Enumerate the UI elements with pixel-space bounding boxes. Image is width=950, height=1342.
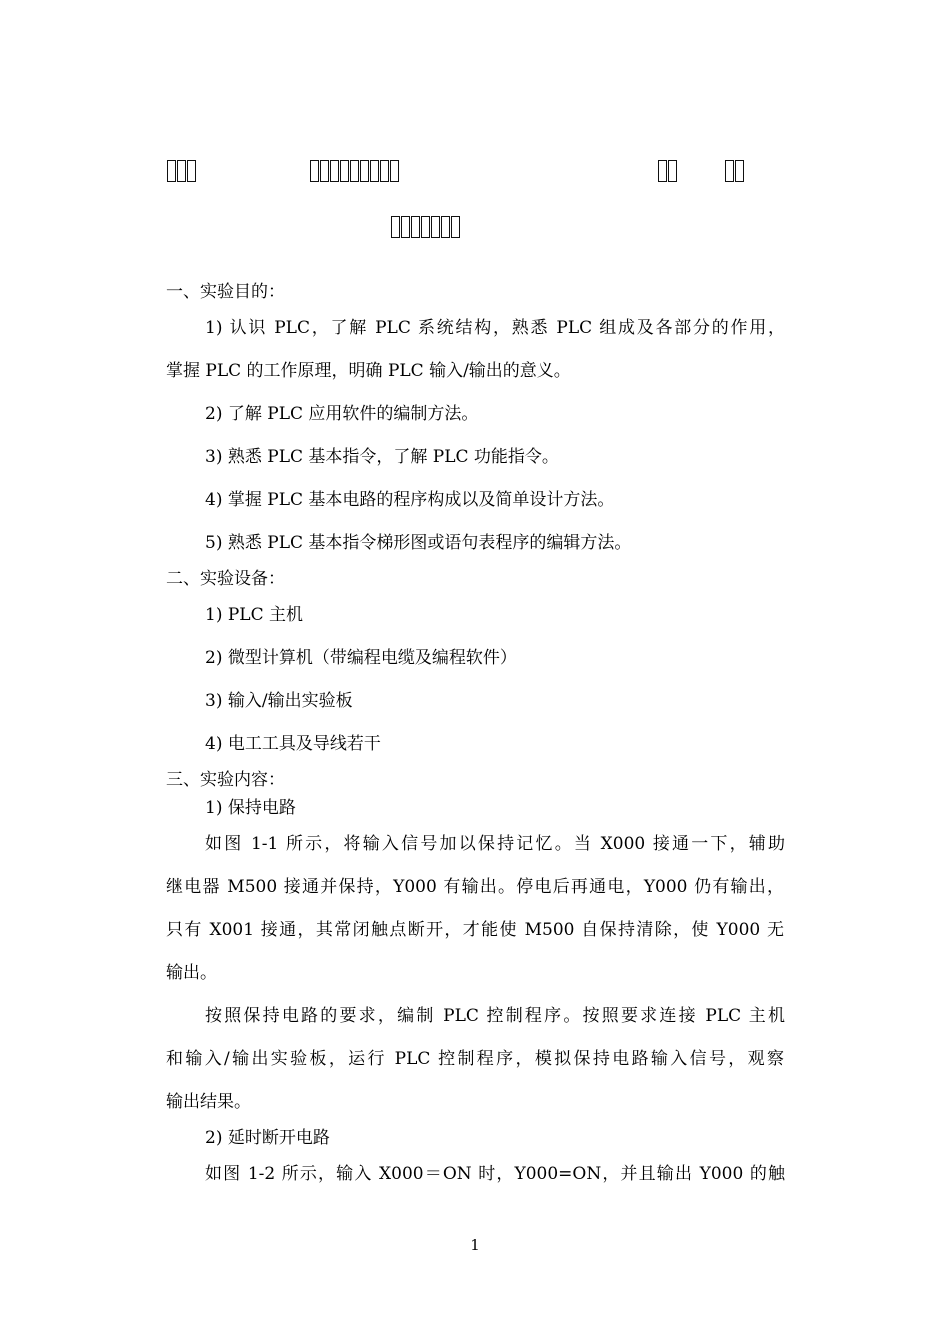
title-glyph-group — [310, 160, 400, 184]
missing-glyph-box — [380, 160, 389, 182]
missing-glyph-box — [668, 160, 677, 182]
title-glyph-group — [725, 160, 745, 184]
objective-item: 3) 熟悉 PLC 基本指令，了解 PLC 功能指令。 — [205, 447, 559, 467]
objective-item: 5) 熟悉 PLC 基本指令梯形图或语句表程序的编辑方法。 — [205, 533, 632, 553]
missing-glyph-box — [411, 216, 420, 238]
missing-glyph-box — [441, 216, 450, 238]
equipment-item: 1) PLC 主机 — [205, 605, 303, 625]
missing-glyph-box — [725, 160, 734, 182]
missing-glyph-box — [431, 216, 440, 238]
equipment-item: 3) 输入/输出实验板 — [205, 691, 353, 711]
section-heading-content: 三、实验内容： — [166, 770, 285, 790]
missing-glyph-box — [360, 160, 369, 182]
paragraph-line: 继电器 M500 接通并保持，Y000 有输出。停电后再通电，Y000 仍有输出， — [166, 877, 784, 897]
page-number: 1 — [470, 1236, 480, 1254]
equipment-item: 2) 微型计算机（带编程电缆及编程软件） — [205, 648, 517, 668]
document-title-line-2 — [0, 216, 950, 246]
missing-glyph-box — [167, 160, 176, 182]
missing-glyph-box — [391, 216, 400, 238]
paragraph-line: 按照保持电路的要求，编制 PLC 控制程序。按照要求连接 PLC 主机 — [205, 1006, 785, 1026]
missing-glyph-box — [187, 160, 196, 182]
paragraph-line: 输出。 — [166, 963, 217, 983]
objective-item: 掌握 PLC 的工作原理，明确 PLC 输入/输出的意义。 — [166, 361, 571, 381]
document-title-line-1 — [0, 160, 950, 190]
subsection-title-delay-off-circuit: 2) 延时断开电路 — [205, 1128, 330, 1148]
missing-glyph-box — [330, 160, 339, 182]
missing-glyph-box — [401, 216, 410, 238]
section-heading-objectives: 一、实验目的： — [166, 282, 285, 302]
section-heading-equipment: 二、实验设备： — [166, 569, 285, 589]
missing-glyph-box — [320, 160, 329, 182]
paragraph-line: 输出结果。 — [166, 1092, 251, 1112]
objective-item: 1) 认识 PLC，了解 PLC 系统结构，熟悉 PLC 组成及各部分的作用， — [205, 318, 785, 338]
missing-glyph-box — [340, 160, 349, 182]
paragraph-line: 如图 1-2 所示，输入 X000＝ON 时，Y000=ON，并且输出 Y000 的触 — [205, 1164, 785, 1184]
objective-item: 4) 掌握 PLC 基本电路的程序构成以及简单设计方法。 — [205, 490, 615, 510]
missing-glyph-box — [350, 160, 359, 182]
title-glyph-group — [391, 216, 461, 240]
title-glyph-group — [658, 160, 678, 184]
title-glyph-group — [167, 160, 197, 184]
missing-glyph-box — [370, 160, 379, 182]
objective-item: 2) 了解 PLC 应用软件的编制方法。 — [205, 404, 479, 424]
missing-glyph-box — [177, 160, 186, 182]
missing-glyph-box — [735, 160, 744, 182]
missing-glyph-box — [310, 160, 319, 182]
missing-glyph-box — [421, 216, 430, 238]
subsection-title-hold-circuit: 1) 保持电路 — [205, 798, 296, 818]
missing-glyph-box — [658, 160, 667, 182]
missing-glyph-box — [390, 160, 399, 182]
paragraph-line: 只有 X001 接通，其常闭触点断开，才能使 M500 自保持清除，使 Y000 无 — [166, 920, 784, 940]
paragraph-line: 如图 1-1 所示，将输入信号加以保持记忆。当 X000 接通一下，辅助 — [205, 834, 785, 854]
missing-glyph-box — [451, 216, 460, 238]
paragraph-line: 和输入/输出实验板，运行 PLC 控制程序，模拟保持电路输入信号，观察 — [166, 1049, 784, 1069]
equipment-item: 4) 电工工具及导线若干 — [205, 734, 381, 754]
